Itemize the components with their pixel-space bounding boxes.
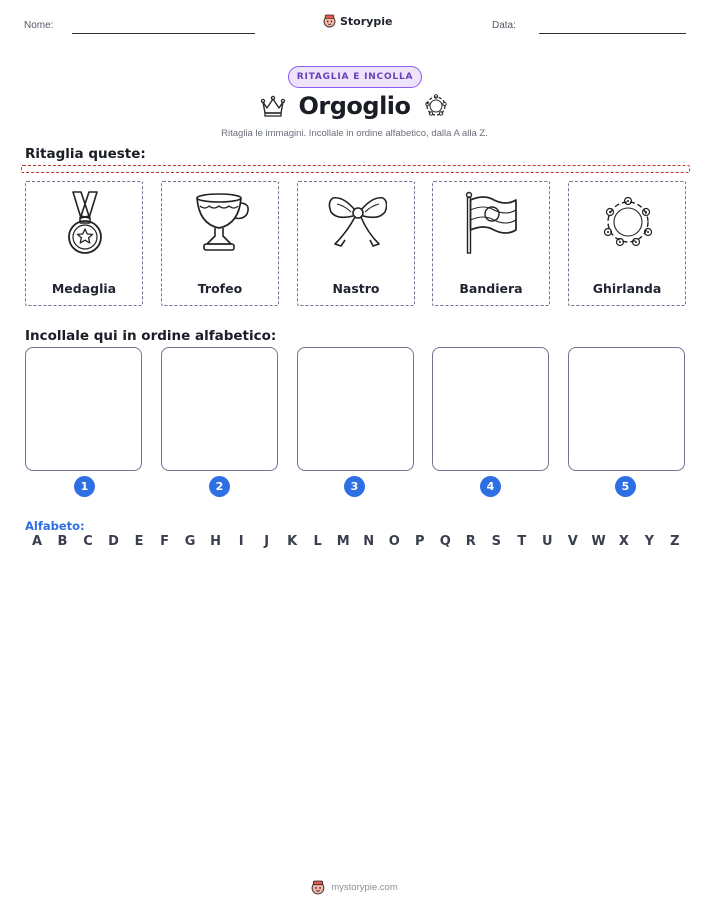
title-row xyxy=(0,92,709,120)
brand-logo xyxy=(323,14,392,28)
paste-slot-5[interactable] xyxy=(568,347,685,471)
slot-number-1: 1 xyxy=(74,476,95,497)
letter: X xyxy=(618,534,629,549)
wreath-icon xyxy=(598,190,658,260)
cut-card-nastro[interactable] xyxy=(297,181,415,306)
letter: B xyxy=(57,534,68,549)
cut-section-heading: Ritaglia queste: xyxy=(25,146,146,162)
letter: L xyxy=(313,534,322,549)
letter: D xyxy=(108,534,119,549)
letter: V xyxy=(567,534,578,549)
slot-number-3: 3 xyxy=(344,476,365,497)
paste-section-heading: Incollale qui in ordine alfabetico: xyxy=(25,328,277,344)
cut-card-bandiera[interactable] xyxy=(432,181,550,306)
letter: J xyxy=(264,534,270,549)
alphabet-row xyxy=(30,534,682,549)
date-line[interactable] xyxy=(539,33,686,34)
cut-card-trofeo[interactable] xyxy=(161,181,279,306)
letter: E xyxy=(134,534,144,549)
letter: N xyxy=(363,534,375,549)
cut-card-medaglia[interactable] xyxy=(25,181,143,306)
letter: A xyxy=(31,534,43,549)
instructions-text: Ritaglia le immagini. Incollale in ordine alfabetico, dalla A alla Z. xyxy=(221,128,488,139)
letter: G xyxy=(184,534,196,549)
name-label: Nome: xyxy=(24,20,54,31)
letter: W xyxy=(591,534,606,549)
activity-badge: RITAGLIA E INCOLLA xyxy=(288,66,422,88)
letter: R xyxy=(465,534,476,549)
card-label: Trofeo xyxy=(197,281,243,296)
ribbon-bow-icon xyxy=(327,190,387,260)
slot-number-4: 4 xyxy=(480,476,501,497)
date-label: Data: xyxy=(492,20,516,31)
cut-guide-line xyxy=(21,165,690,173)
paste-slot-1[interactable] xyxy=(25,347,142,471)
flag-icon xyxy=(462,190,522,260)
letter: T xyxy=(517,534,527,549)
letter: Q xyxy=(439,534,451,549)
paste-slot-4[interactable] xyxy=(432,347,549,471)
card-label: Bandiera xyxy=(459,281,523,296)
slot-number-5: 5 xyxy=(615,476,636,497)
slot-number-2: 2 xyxy=(209,476,230,497)
name-line[interactable] xyxy=(72,33,255,34)
letter: I xyxy=(238,534,244,549)
crown-icon xyxy=(260,94,286,118)
letter: Y xyxy=(644,534,655,549)
paste-slot-2[interactable] xyxy=(161,347,278,471)
letter: H xyxy=(210,534,222,549)
medal-icon xyxy=(55,190,115,260)
letter: C xyxy=(83,534,93,549)
storypie-mascot-icon xyxy=(323,14,336,28)
card-label: Medaglia xyxy=(51,281,117,296)
card-label: Nastro xyxy=(332,281,380,296)
letter: F xyxy=(160,534,170,549)
brand-name: Storypie xyxy=(340,14,393,28)
trophy-cup-icon xyxy=(191,190,251,260)
letter: P xyxy=(414,534,425,549)
letter: M xyxy=(336,534,350,549)
letter: K xyxy=(287,534,298,549)
paste-slot-3[interactable] xyxy=(297,347,414,471)
cut-card-ghirlanda[interactable] xyxy=(568,181,686,306)
wreath-small-icon xyxy=(423,93,449,119)
storypie-mascot-icon xyxy=(311,880,325,895)
letter: Z xyxy=(670,534,680,549)
letter: U xyxy=(542,534,553,549)
footer xyxy=(0,880,709,895)
footer-url[interactable]: mystorypie.com xyxy=(331,882,398,893)
letter: S xyxy=(491,534,501,549)
letter: O xyxy=(388,534,400,549)
alphabet-heading: Alfabeto: xyxy=(25,519,85,533)
card-label: Ghirlanda xyxy=(592,281,662,296)
page-title: Orgoglio xyxy=(298,92,411,120)
